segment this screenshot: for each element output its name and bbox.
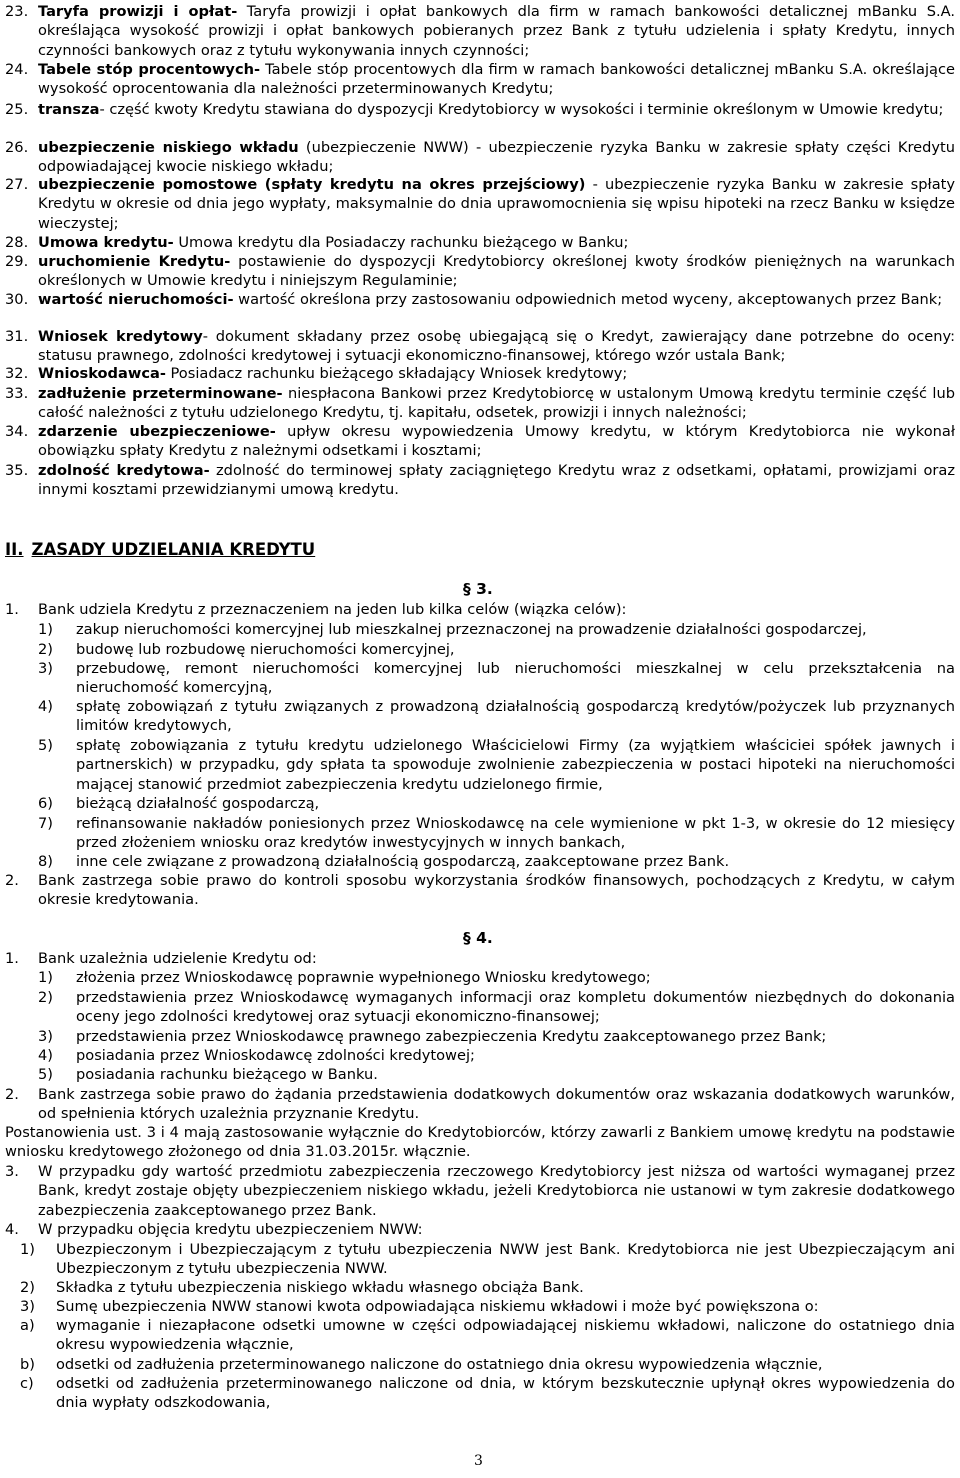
item-number: 2) (20, 1279, 35, 1296)
definition-32 (5, 364, 955, 383)
purpose-item-5 (38, 736, 955, 794)
definition-text: - część kwoty Kredytu stawiana do dyspozycji Kredytobiorcy w wysokości i terminie określonym w Umowie kredytu; (99, 101, 944, 118)
purpose-item-1 (38, 620, 955, 639)
paragraph-number: 1. (5, 950, 19, 967)
item-text: złożenia przez Wnioskodawcę poprawnie wypełnionego Wniosku kredytowego; (76, 969, 651, 986)
definition-23 (5, 2, 955, 60)
item-number: 3) (38, 660, 53, 677)
item-text: inne cele związane z prowadzoną działalnością gospodarczą, zaakceptowane przez Bank. (76, 853, 730, 870)
item-number: 1) (20, 1241, 35, 1258)
item-number: 2) (38, 641, 53, 658)
item-number: 6) (38, 795, 53, 812)
definition-number: 25. (5, 101, 29, 118)
definition-24 (5, 60, 955, 99)
definition-text: - dokument składany przez osobę ubiegającą się o Kredyt, zawierający dane potrzebne do oceny: statusu prawnego, zdolności kredytowej i sytuacji ekonomiczno-finansowej, którego wzór ustala Bank; (38, 328, 955, 365)
item-number: 3) (38, 1028, 53, 1045)
item-text: odsetki od zadłużenia przeterminowanego naliczone od dnia, w którym bezskutecznie upłynął okres wypowiedzenia do dnia wypłaty odszkodowania, (56, 1375, 955, 1412)
definition-33 (5, 384, 955, 423)
item-text: spłatę zobowiązania z tytułu kredytu udzielonego Właścicielowi Firmy (za wyjątkiem właściciei spółek jawnych i partnerskich) w przypadku, gdy spłata ta spowoduje zwolnienie zabezpieczenia w postaci hipoteki na nieruchomości mającej stanowić przedmiot zabezpieczenia kredytu udzielonego firmie, (76, 737, 955, 793)
sum-item-a (20, 1316, 955, 1355)
paragraph-text: W przypadku objęcia kredytu ubezpieczeniem NWW: (38, 1221, 423, 1238)
condition-item-4 (38, 1046, 955, 1065)
definition-text: Umowa kredytu dla Posiadaczy rachunku bieżącego w Banku; (173, 234, 629, 251)
item-number: 1) (38, 621, 53, 638)
item-text: posiadania rachunku bieżącego w Banku. (76, 1066, 378, 1083)
definition-number: 27. (5, 176, 29, 193)
definition-term: Tabele stóp procentowych- (38, 61, 261, 78)
item-number: 3) (20, 1298, 35, 1315)
section-4-paragraph-4 (5, 1220, 955, 1239)
item-text: przebudowę, remont nieruchomości komercyjnej lub nieruchomości mieszkalnej w celu przekształcenia na nieruchomość komercyjną, (76, 660, 955, 697)
definition-text: upływ okresu wypowiedzenia Umowy kredytu, w którym Kredytobiorca nie wykonał obowiązku spłaty Kredytu z należnymi odsetkami i kosztami; (38, 423, 955, 460)
definition-35 (5, 461, 955, 500)
item-text: przedstawienia przez Wnioskodawcę prawnego zabezpieczenia Kredytu zaakceptowanego przez Bank; (76, 1028, 827, 1045)
purpose-item-4 (38, 697, 955, 736)
nww-item-2 (20, 1278, 955, 1297)
definition-term: zadłużenie przeterminowane- (38, 385, 283, 402)
nww-item-1 (20, 1240, 955, 1279)
definition-text: postawienie do dyspozycji Kredytobiorcy określonej kwoty środków pieniężnych na warunkach określonych w Umowie kredytu i niniejszym Regulaminie; (38, 253, 956, 290)
definition-term: Umowa kredytu- (38, 234, 174, 251)
paragraph-number: 1. (5, 601, 19, 618)
definition-term: ubezpieczenie niskiego wkładu (38, 139, 299, 156)
item-text: refinansowanie nakładów poniesionych przez Wnioskodawcę na cele wymienione w pkt 1-3, w okresie do 12 miesięcy przed złożeniem wniosku oraz kredytów inwestycyjnych w innych bankach, (76, 815, 955, 852)
purpose-item-3 (38, 659, 955, 698)
definition-text: Taryfa prowizji i opłat bankowych dla firm w ramach bankowości detalicznej mBanku S.A. określająca wysokość prowizji i opłat bankowych pobieranych przez Bank z tytułu udzielenia i spłaty Kredytu, innych czynności bankowych oraz z tytułu wykonywania innych czynności; (38, 3, 955, 59)
definition-text: Posiadacz rachunku bieżącego składający Wniosek kredytowy; (165, 365, 628, 382)
item-number: 1) (38, 969, 53, 986)
definition-number: 34. (5, 423, 29, 440)
item-number: 7) (38, 815, 53, 832)
chapter-title: ZASADY UDZIELANIA KREDYTU (31, 540, 316, 559)
condition-item-1 (38, 968, 955, 987)
section-4-note: Postanowienia ust. 3 i 4 mają zastosowanie wyłącznie do Kredytobiorców, którzy zawarli z Bankiem umowę kredytu na podstawie wniosku kredytowego złożonego od dnia 31.03.2015r. włącznie. (5, 1124, 955, 1161)
definition-number: 35. (5, 462, 29, 479)
chapter-roman: II. (5, 540, 24, 559)
item-letter: c) (20, 1375, 34, 1392)
condition-item-5 (38, 1065, 955, 1084)
section-4-paragraph-2 (5, 1085, 955, 1124)
definition-text: - ubezpieczenie ryzyka Banku w zakresie spłaty Kredytu w okresie od dnia jego wypłaty, maksymalnie do dnia uprawomocnienia się wpisu hipoteki na rzecz Banku w księdze wieczystej; (38, 176, 955, 232)
paragraph-text: Bank zastrzega sobie prawo do żądania przedstawienia dodatkowych dokumentów oraz wskazania dodatkowych warunków, od spełnienia których uzależnia przyznanie Kredytu. (38, 1086, 955, 1123)
definition-term: Wnioskodawca- (38, 365, 166, 382)
paragraph-text: Bank udziela Kredytu z przeznaczeniem na jeden lub kilka celów (wiązka celów): (38, 601, 627, 618)
definition-term: Wniosek kredytowy (38, 328, 203, 345)
definition-number: 23. (5, 3, 29, 20)
item-text: Składka z tytułu ubezpieczenia niskiego wkładu własnego obciąża Bank. (56, 1279, 584, 1296)
sum-item-c (20, 1374, 955, 1413)
item-number: 8) (38, 853, 53, 870)
definition-27 (5, 175, 955, 233)
definition-text: wartość określona przy zastosowaniu odpowiednich metod wyceny, akceptowanych przez Bank; (233, 291, 943, 308)
section-4-paragraph-1 (5, 949, 955, 968)
item-text: spłatę zobowiązań z tytułu związanych z prowadzoną działalnością gospodarczą kredytów/pożyczek lub przyznanych limitów kredytowych, (76, 698, 955, 735)
paragraph-number: 2. (5, 1086, 19, 1103)
definition-term: Taryfa prowizji i opłat- (38, 3, 238, 20)
item-letter: a) (20, 1317, 35, 1334)
item-text: Ubezpieczonym i Ubezpieczającym z tytułu ubezpieczenia NWW jest Bank. Kredytobiorca nie jest Ubezpieczającym ani Ubezpieczonym z tytułu ubezpieczenia NWW. (56, 1241, 955, 1278)
item-text: bieżącą działalność gospodarczą, (76, 795, 320, 812)
item-text: wymaganie i niezapłacone odsetki umowne w części odpowiadającej niskiemu wkładowi, naliczone do ostatniego dnia okresu wypowiedzenia włącznie, (56, 1317, 955, 1354)
item-text: posiadania przez Wnioskodawcę zdolności kredytowej; (76, 1047, 475, 1064)
item-number: 5) (38, 737, 53, 754)
section-3-paragraph-1 (5, 600, 955, 619)
definition-term: wartość nieruchomości- (38, 291, 234, 308)
condition-item-2 (38, 988, 955, 1027)
definition-number: 31. (5, 328, 29, 345)
purpose-item-8 (38, 852, 955, 871)
item-letter: b) (20, 1356, 35, 1373)
paragraph-text: Bank uzależnia udzielenie Kredytu od: (38, 950, 317, 967)
purpose-item-7 (38, 814, 955, 853)
definition-31 (5, 327, 955, 366)
definition-26 (5, 138, 955, 177)
definition-term: zdolność kredytowa- (38, 462, 210, 479)
definition-25 (5, 100, 955, 119)
item-text: Sumę ubezpieczenia NWW stanowi kwota odpowiadająca niskiemu wkładowi i może być powiększona o: (56, 1298, 819, 1315)
definition-number: 32. (5, 365, 29, 382)
definition-term: ubezpieczenie pomostowe (spłaty kredytu na okres przejściowy) (38, 176, 586, 193)
paragraph-number: 2. (5, 872, 19, 889)
definition-text: Tabele stóp procentowych dla firm w ramach bankowości detalicznej mBanku S.A. określające wysokość oprocentowania dla należności przeterminowanych Kredytu; (38, 61, 955, 98)
paragraph-number: 3. (5, 1163, 19, 1180)
item-text: odsetki od zadłużenia przeterminowanego naliczone do ostatniego dnia okresu wypowiedzenia włącznie, (56, 1356, 823, 1373)
condition-item-3 (38, 1027, 955, 1046)
item-text: zakup nieruchomości komercyjnej lub mieszkalnej przeznaczonej na prowadzenie działalności gospodarczej, (76, 621, 867, 638)
definition-number: 29. (5, 253, 29, 270)
definition-number: 30. (5, 291, 29, 308)
definition-text: zdolność do terminowej spłaty zaciągniętego Kredytu wraz z odsetkami, opłatami, prowizjami oraz innymi kosztami przewidzianymi umową kredytu. (38, 462, 956, 499)
nww-item-3 (20, 1297, 955, 1316)
item-number: 2) (38, 989, 53, 1006)
item-text: budowę lub rozbudowę nieruchomości komercyjnej, (76, 641, 455, 658)
purpose-item-6 (38, 794, 955, 813)
paragraph-number: 4. (5, 1221, 19, 1238)
definition-number: 24. (5, 61, 29, 78)
section-4-paragraph-3 (5, 1162, 955, 1220)
paragraph-text: Bank zastrzega sobie prawo do kontroli sposobu wykorzystania środków finansowych, pochodzących z Kredytu, w całym okresie kredytowania. (38, 872, 955, 909)
section-3-mark: § 3. (463, 580, 493, 598)
section-3-paragraph-2 (5, 871, 955, 910)
definition-text: niespłacona Bankowi przez Kredytobiorcę w ustalonym Umową kredytu terminie część lub całość należności z tytułu udzielonego Kredytu, tj. kapitału, odsetek, prowizji i innych należności; (38, 385, 955, 422)
definition-29 (5, 252, 955, 291)
definition-28 (5, 233, 955, 252)
item-number: 5) (38, 1066, 53, 1083)
item-number: 4) (38, 698, 53, 715)
definition-number: 26. (5, 139, 29, 156)
section-4-mark: § 4. (463, 929, 493, 947)
page-number: 3 (474, 1453, 483, 1469)
definition-number: 33. (5, 385, 29, 402)
definition-number: 28. (5, 234, 29, 251)
item-number: 4) (38, 1047, 53, 1064)
purpose-item-2 (38, 640, 955, 659)
sum-item-b (20, 1355, 955, 1374)
paragraph-text: W przypadku gdy wartość przedmiotu zabezpieczenia rzeczowego Kredytobiorcy jest niższa od wartości wymaganej przez Bank, kredyt zostaje objęty ubezpieczeniem niskiego wkładu, jeżeli Kredytobiorca nie ustanowi w tym zakresie dodatkowego zabezpieczenia zaakceptowanego przez Bank. (38, 1163, 955, 1219)
item-text: przedstawienia przez Wnioskodawcę wymaganych informacji oraz kompletu dokumentów niezbędnych do dokonania oceny jego zdolności kredytowej oraz sytuacji ekonomiczno-finansowej; (76, 989, 955, 1026)
definition-30 (5, 290, 955, 309)
definition-term: transza (38, 101, 100, 118)
definition-term: uruchomienie Kredytu- (38, 253, 231, 270)
definition-text: (ubezpieczenie NWW) - ubezpieczenie ryzyka Banku w zakresie spłaty części Kredytu odpowiadającej kwocie niskiego wkładu; (38, 139, 955, 176)
definition-34 (5, 422, 955, 461)
definition-term: zdarzenie ubezpieczeniowe- (38, 423, 276, 440)
chapter-heading (5, 540, 315, 559)
